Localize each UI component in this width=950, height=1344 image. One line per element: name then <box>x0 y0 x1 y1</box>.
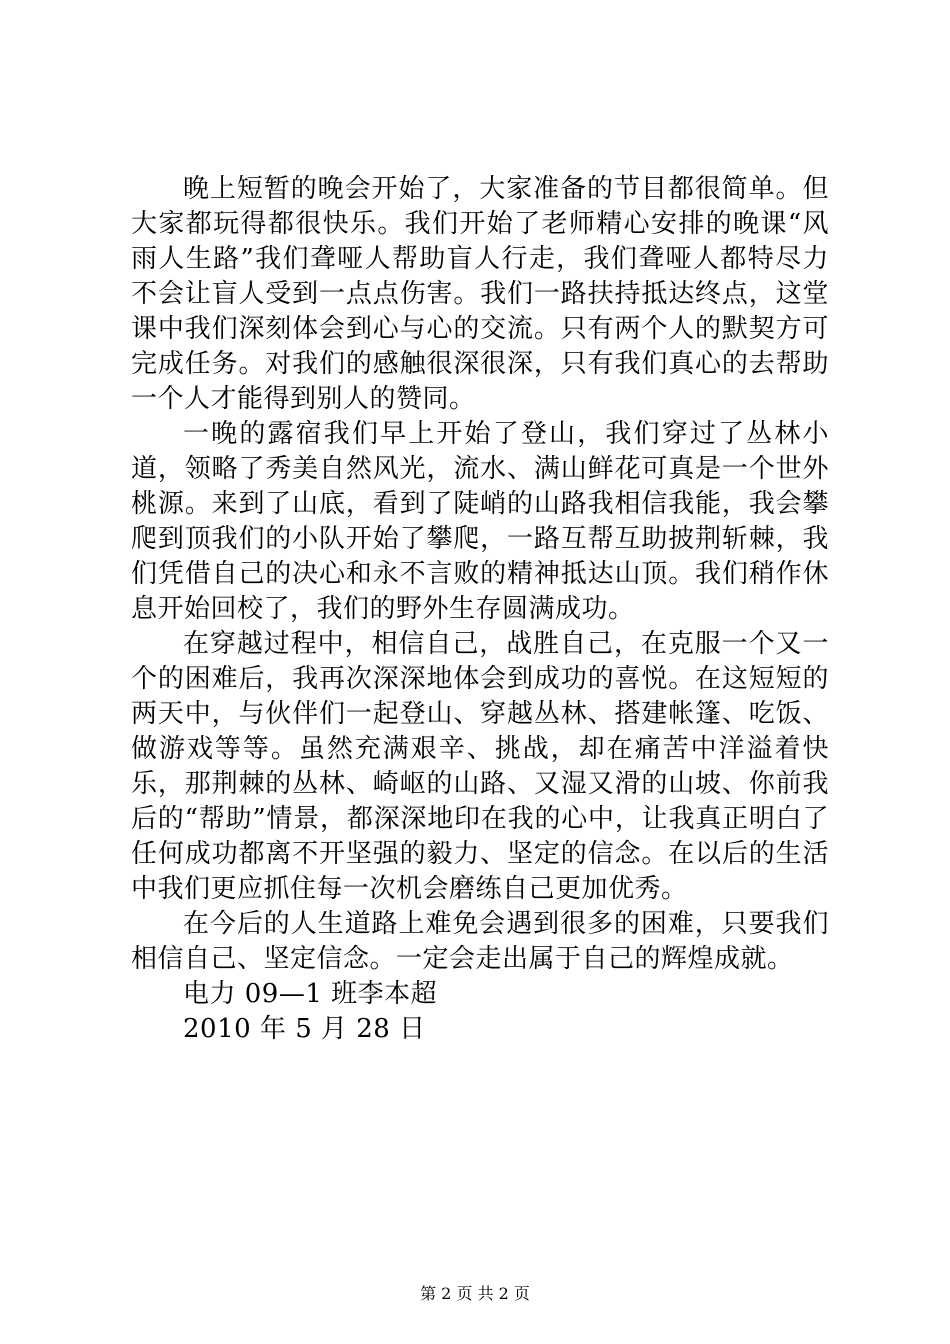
page-footer <box>0 1284 950 1304</box>
paragraph-reflection: 在穿越过程中，相信自己，战胜自己，在克服一个又一个的困难后，我再次深深地体会到成功的喜悦。在这短短的两天中，与伙伴们一起登山、穿越丛林、搭建帐篷、吃饭、做游戏等等。虽然充满艰辛、挑战，却在痛苦中洋溢着快乐，那荆棘的丛林、崎岖的山路、又湿又滑的山坡、你前我后的“帮助”情景，都深深地印在我的心中，让我真正明白了任何成功都离不开坚强的毅力、坚定的信念。在以后的生活中我们更应抓住每一次机会磨练自己更加优秀。 <box>131 629 829 904</box>
page-number: 第 2 页 共 2 页 <box>420 1284 530 1303</box>
paragraph-conclusion: 在今后的人生道路上难免会遇到很多的困难，只要我们相信自己、坚定信念。一定会走出属于自己的辉煌成就。 <box>131 909 829 974</box>
author-signature: 电力 09—1 班李本超 <box>183 979 438 1009</box>
paragraph-evening-party: 晚上短暂的晚会开始了，大家准备的节目都很简单。但大家都玩得都很快乐。我们开始了老师精心安排的晚课“风雨人生路”我们聋哑人帮助盲人行走，我们聋哑人都特尽力不会让盲人受到一点点伤害。我们一路扶持抵达终点，这堂课中我们深刻体会到心与心的交流。只有两个人的默契方可完成任务。对我们的感触很深很深，只有我们真心的去帮助一个人才能得到别人的赞同。 <box>131 174 829 414</box>
signature-date: 2010 年 5 月 28 日 <box>183 1014 426 1044</box>
paragraph-mountain-climb: 一晚的露宿我们早上开始了登山，我们穿过了丛林小道，领略了秀美自然风光，流水、满山鲜花可真是一个世外桃源。来到了山底，看到了陡峭的山路我相信我能，我会攀爬到顶我们的小队开始了攀爬，一路互帮互助披荆斩棘，我们凭借自己的决心和永不言败的精神抵达山顶。我们稍作休息开始回校了，我们的野外生存圆满成功。 <box>131 419 829 624</box>
document-body <box>131 172 829 1047</box>
